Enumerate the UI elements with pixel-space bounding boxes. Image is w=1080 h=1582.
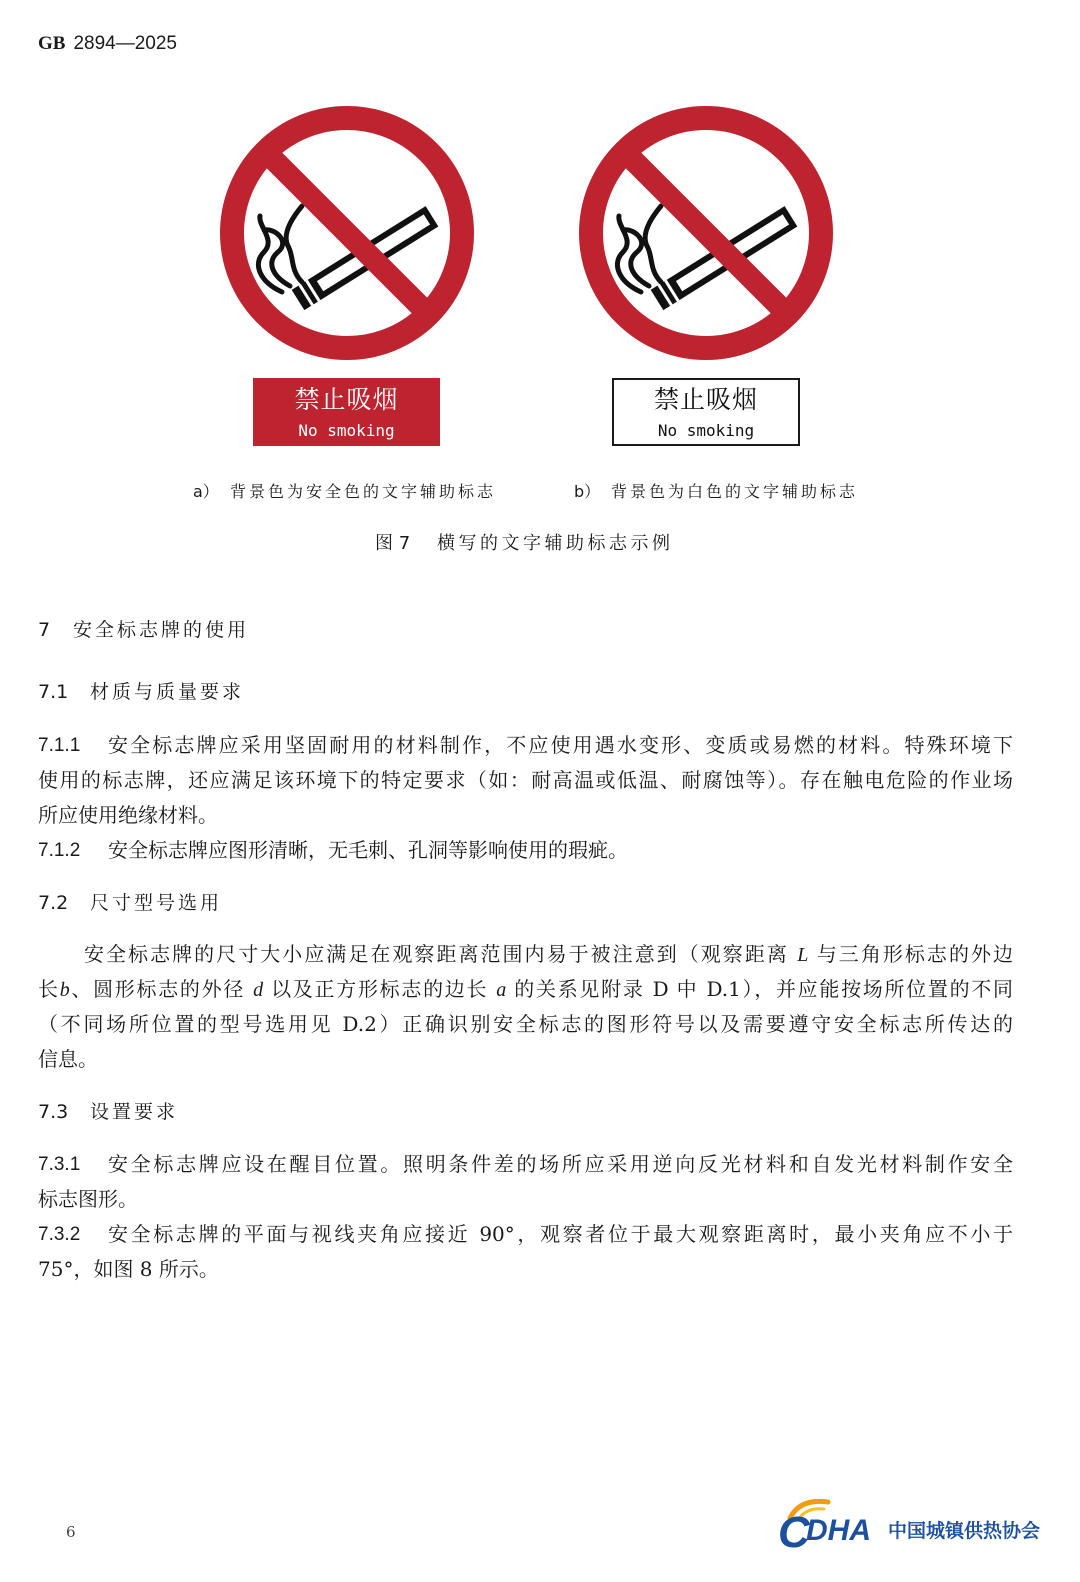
section-heading-7-1 bbox=[38, 679, 438, 705]
section-number: 7.3 bbox=[38, 1101, 69, 1123]
text-run: 与三角形标志的外边 bbox=[808, 942, 1013, 966]
section-title: 材质与质量要求 bbox=[90, 681, 245, 703]
paragraph-line bbox=[84, 937, 1013, 972]
no-smoking-sign-a bbox=[220, 106, 474, 360]
section-heading-7 bbox=[38, 617, 438, 643]
section-title: 安全标志牌的使用 bbox=[73, 619, 250, 641]
clause-number-7-1-2: 7.1.2 bbox=[38, 840, 81, 861]
label-english: No smoking bbox=[657, 421, 755, 440]
standard-prefix: GB bbox=[38, 33, 66, 54]
section-title: 尺寸型号选用 bbox=[90, 892, 223, 914]
figure-caption bbox=[375, 532, 674, 556]
text-run: 以及正方形标志的边长 bbox=[263, 977, 497, 1001]
label-chinese: 禁止吸烟 bbox=[294, 385, 399, 414]
subcaption-b bbox=[574, 481, 858, 503]
clause-number-7-3-2: 7.3.2 bbox=[38, 1224, 81, 1245]
paragraph-line: 使用的标志牌，还应满足该环境下的特定要求（如：耐高温或低温、耐腐蚀等）。存在触电危险的作业场 bbox=[38, 768, 1013, 792]
standard-number: 2894—2025 bbox=[73, 33, 177, 54]
subcaption-letter: b） bbox=[574, 482, 601, 501]
section-title: 设置要求 bbox=[90, 1101, 179, 1123]
symbol-side-b: b bbox=[59, 979, 70, 1001]
text-label-red bbox=[253, 378, 440, 446]
logo-mark-c: C bbox=[778, 1508, 810, 1554]
subcaption-a bbox=[193, 481, 496, 503]
section-number: 7.1 bbox=[38, 681, 69, 703]
clause-number-7-3-1: 7.3.1 bbox=[38, 1154, 81, 1175]
paragraph-line: 安全标志牌的平面与视线夹角应接近 90°，观察者位于最大观察距离时，最小夹角应不小于 bbox=[108, 1222, 1013, 1246]
cdha-logo bbox=[776, 1496, 1048, 1554]
paragraph-line: 75°，如图 8 所示。 bbox=[38, 1257, 219, 1281]
paragraph-line: （不同场所位置的型号选用见 D.2）正确识别安全标志的图形符号以及需要遵守安全标志所传达的 bbox=[38, 1012, 1013, 1036]
paragraph-line: 标志图形。 bbox=[38, 1187, 138, 1211]
label-english: No smoking bbox=[298, 421, 395, 440]
paragraph-line: 信息。 bbox=[38, 1047, 98, 1071]
section-number: 7 bbox=[38, 619, 51, 641]
text-run: 安全标志牌的尺寸大小应满足在观察距离范围内易于被注意到（观察距离 bbox=[84, 942, 798, 966]
standard-code-header bbox=[38, 30, 177, 57]
paragraph-line: 安全标志牌应采用坚固耐用的材料制作，不应使用遇水变形、变质或易燃的材料。特殊环境下 bbox=[108, 733, 1013, 757]
subcaption-text: 背景色为安全色的文字辅助标志 bbox=[230, 482, 497, 501]
text-run: 、圆形标志的外径 bbox=[69, 977, 254, 1001]
figure-title: 横写的文字辅助标志示例 bbox=[437, 533, 674, 554]
page-number: 6 bbox=[66, 1523, 76, 1541]
no-smoking-sign-b bbox=[579, 106, 833, 360]
text-run: 长 bbox=[38, 977, 60, 1001]
paragraph-line: 所应使用绝缘材料。 bbox=[38, 803, 218, 827]
text-run: 的关系见附录 D 中 D.1），并应能按场所位置的不同 bbox=[506, 977, 1013, 1001]
section-heading-7-3 bbox=[38, 1099, 438, 1125]
label-chinese: 禁止吸烟 bbox=[653, 385, 758, 414]
subcaption-letter: a） bbox=[193, 482, 219, 501]
section-number: 7.2 bbox=[38, 892, 69, 914]
paragraph-line bbox=[38, 972, 1013, 1007]
paragraph-line: 安全标志牌应设在醒目位置。照明条件差的场所应采用逆向反光材料和自发光材料制作安全 bbox=[108, 1152, 1013, 1176]
section-heading-7-2 bbox=[38, 890, 438, 916]
subcaption-text: 背景色为白色的文字辅助标志 bbox=[611, 482, 859, 501]
clause-number-7-1-1: 7.1.1 bbox=[38, 735, 81, 756]
text-label-white bbox=[612, 378, 800, 446]
symbol-side-a: a bbox=[496, 979, 507, 1001]
logo-mark-letters: DHA bbox=[806, 1514, 871, 1547]
logo-org-name: 中国城镇供热协会 bbox=[888, 1520, 1041, 1542]
figure-label: 图 7 bbox=[375, 533, 411, 554]
symbol-diameter-d: d bbox=[253, 979, 264, 1001]
paragraph-line: 安全标志牌应图形清晰，无毛刺、孔洞等影响使用的瑕疵。 bbox=[108, 838, 628, 862]
symbol-distance-L: L bbox=[797, 944, 809, 966]
